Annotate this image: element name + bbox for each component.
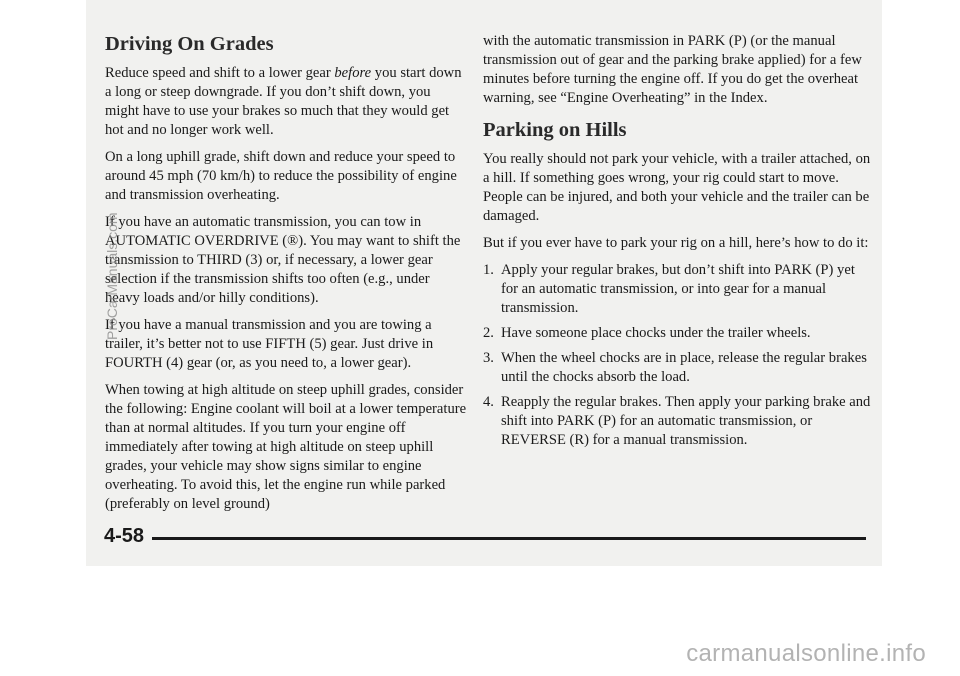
paragraph-downgrade-end: you start down a long or steep downgrade. If you don’t shift down, you might have to use your brakes so much that they would get hot and no longer work well. xyxy=(105,65,462,138)
paragraph-parking-intro: But if you ever have to park your rig on a hill, here’s how to do it: xyxy=(483,235,869,251)
paragraph-uphill: On a long uphill grade, shift down and reduce your speed to around 45 mph (70 km/h) to reduce the possibility of engine and transmission overheating. xyxy=(105,149,457,203)
step-number: 2. xyxy=(483,325,494,341)
list-item xyxy=(483,324,873,343)
emphasis-before: before xyxy=(334,65,372,81)
paragraph-manual-transmission: If you have a manual transmission and you are towing a trailer, it’s better not to use FIFTH (5) gear. Just drive in FOURTH (4) gear (or, as you need to, a lower gear). xyxy=(105,317,434,371)
parking-steps-list xyxy=(483,261,873,450)
paragraph-automatic-transmission: If you have an automatic transmission, you can tow in AUTOMATIC OVERDRIVE (®). You may want to shift the transmission to THIRD (3) or, if necessary, a lower gear selection if the transmission shifts too often (e.g., under heavy loads and/or hilly conditions). xyxy=(105,214,461,306)
list-item xyxy=(483,349,873,387)
step-text: When the wheel chocks are in place, release the regular brakes until the chocks absorb the load. xyxy=(501,350,867,385)
paragraph-downgrade xyxy=(105,64,467,140)
list-item xyxy=(483,261,873,318)
vertical-watermark: ProCarManuals.com xyxy=(104,212,120,340)
page-number: 4-58 xyxy=(104,525,145,547)
step-number: 1. xyxy=(483,262,494,278)
step-text: Reapply the regular brakes. Then apply your parking brake and shift into PARK (P) for an automatic transmission, or REVERSE (R) for a manual transmission. xyxy=(501,394,871,448)
section-heading-driving-on-grades: Driving On Grades xyxy=(105,33,274,55)
paragraph-downgrade-start: Reduce speed and shift to a lower gear xyxy=(105,65,335,81)
left-column xyxy=(105,32,467,522)
site-watermark: carmanualsonline.info xyxy=(686,640,926,667)
footer-divider xyxy=(152,537,866,540)
section-heading-parking-on-hills: Parking on Hills xyxy=(483,119,627,141)
list-item xyxy=(483,393,873,450)
paragraph-continuation: with the automatic transmission in PARK (P) (or the manual transmission out of gear and the parking brake applied) for a few minutes before turning the engine off. If you do get the overheat warning, see “Engine Overheating” in the Index. xyxy=(483,33,862,106)
step-text: Apply your regular brakes, but don’t shift into PARK (P) yet for an automatic transmission, or into gear for a manual transmission. xyxy=(501,262,855,316)
paragraph-parking-warning: You really should not park your vehicle, with a trailer attached, on a hill. If something goes wrong, your rig could start to move. People can be injured, and both your vehicle and the trailer can be damaged. xyxy=(483,151,871,224)
paragraph-high-altitude: When towing at high altitude on steep uphill grades, consider the following: Engine coolant will boil at a lower temperature than at normal altitudes. If you turn your engine off immediately after towing at high altitude on steep uphill grades, your vehicle may show signs similar to engine overheating. To avoid this, let the engine run while parked (preferably on level ground) xyxy=(105,382,467,512)
step-number: 3. xyxy=(483,350,494,366)
step-number: 4. xyxy=(483,394,494,410)
right-column xyxy=(483,32,873,456)
step-text: Have someone place chocks under the trailer wheels. xyxy=(501,325,811,341)
